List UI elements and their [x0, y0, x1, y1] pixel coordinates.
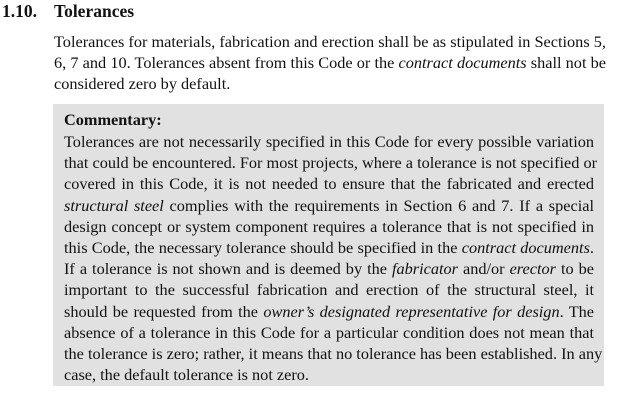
text-run: Tolerances are not necessarily specified in this Code for every possible variation — [64, 132, 594, 151]
commentary-line — [64, 237, 594, 258]
commentary-line — [64, 364, 594, 385]
italic-term: owner’s designated representative for design — [263, 301, 560, 321]
section-title: Tolerances — [54, 1, 135, 21]
commentary-line — [64, 258, 594, 279]
commentary-line — [64, 322, 594, 343]
italic-term: erector — [509, 259, 556, 279]
text-run: 6, 7 and 10. Tolerances absent from this Code or the — [54, 53, 399, 72]
text-run: If a tolerance is not shown and is deemed by the — [64, 259, 392, 279]
section-number: 1.10. — [2, 1, 37, 21]
text-run: the tolerance is zero; rather, it means that no tolerance has been established. In any — [64, 344, 603, 364]
commentary-box — [53, 104, 604, 386]
italic-term: contract documents — [461, 238, 590, 258]
commentary-line — [64, 216, 594, 237]
body-paragraph — [54, 31, 606, 94]
text-run: important to the successful fabrication and erection of the structural steel, it — [64, 280, 594, 300]
commentary-line — [64, 152, 598, 173]
commentary-line — [64, 173, 594, 194]
text-run: to be — [556, 259, 595, 279]
text-run: design concept or system component requires a tolerance that is not specified in — [64, 216, 594, 236]
text-run: this Code, the necessary tolerance should be specified in the — [64, 238, 462, 258]
text-run: shall not be — [526, 53, 606, 72]
text-run: should be requested from the — [64, 301, 264, 321]
commentary-line — [64, 195, 594, 216]
section-heading — [2, 0, 134, 22]
text-run: Tolerances for materials, fabrication and erection shall be as stipulated in Sections 5, — [54, 32, 606, 51]
commentary-title: Commentary: — [64, 110, 162, 129]
commentary-line — [64, 301, 594, 322]
text-run: that could be encountered. For most projects, where a tolerance is not specified or — [64, 153, 598, 173]
italic-term: contract documents — [398, 53, 527, 72]
text-run: and/or — [458, 259, 510, 279]
text-run: complies with the requirements in Section 6 and 7. If a special — [163, 195, 594, 215]
text-run: considered zero by default. — [54, 74, 231, 93]
commentary-text — [64, 131, 603, 385]
body-line — [54, 73, 606, 94]
text-run: absence of a tolerance in this Code for a particular condition does not mean that — [64, 322, 594, 342]
body-line — [54, 52, 606, 73]
text-run: . — [589, 238, 594, 258]
italic-term: fabricator — [391, 259, 458, 279]
text-run: . The — [559, 301, 595, 321]
commentary-line — [64, 131, 594, 152]
commentary-line — [64, 279, 594, 300]
text-run: case, the default tolerance is not zero. — [64, 365, 310, 385]
text-run: covered in this Code, it is not needed to ensure that the fabricated and erected — [64, 174, 594, 194]
italic-term: structural steel — [64, 195, 164, 215]
commentary-line — [64, 343, 603, 364]
body-line — [54, 31, 606, 52]
